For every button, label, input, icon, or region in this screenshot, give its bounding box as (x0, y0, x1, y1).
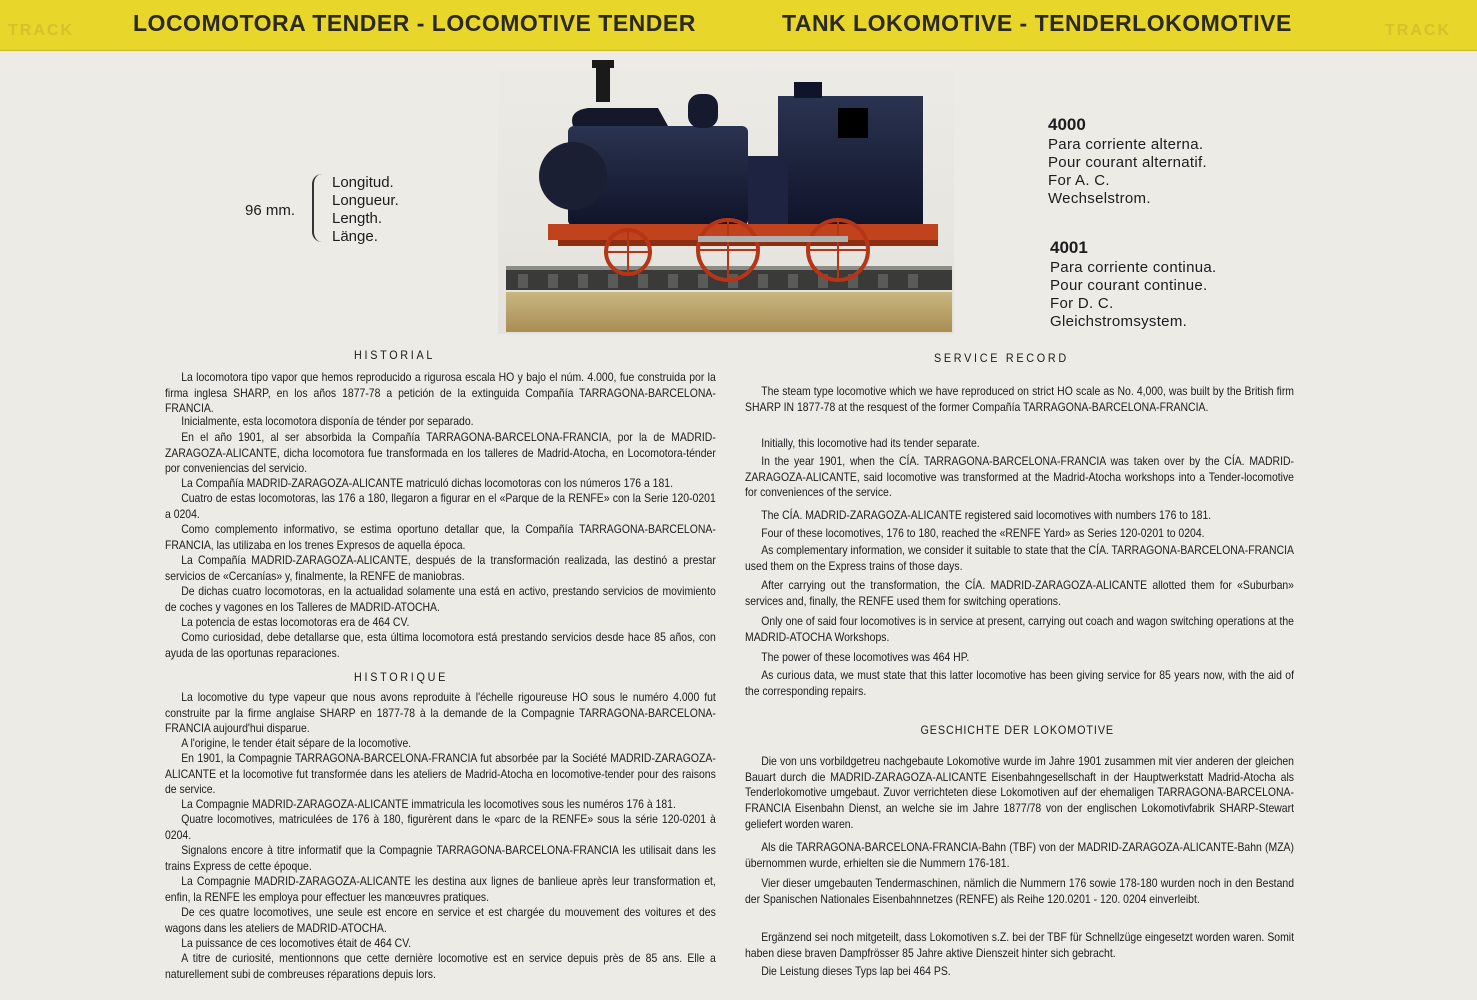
historial-paragraph: La Compañía MADRID-ZARAGOZA-ALICANTE matriculó dichas locomotoras con los números 176 a 181. (181, 477, 673, 490)
service-record-paragraph: The power of these locomotives was 464 HP. (761, 651, 970, 664)
model-line: Wechselstrom. (1048, 190, 1151, 207)
historique-paragraph: Quatre locomotives, matriculées de 176 à 180, figurèrent dans le «parc de la RENFE» sous la série 120-0201 à 0204. (165, 813, 716, 842)
historique-paragraph: La puissance de ces locomotives était de 464 CV. (181, 937, 412, 950)
historial-paragraph: La potencia de estas locomotoras era de 464 CV. (181, 616, 410, 629)
historial-paragraph: En el año 1901, al ser absorbida la Compañía TARRAGONA-BARCELONA-FRANCIA, por la de MADRID-ZARAGOZA-ALICANTE, dicha locomotora fue transformada en los talleres de Madrid-Atocha, en Locomotora-ténder por conveniencias del servicio. (165, 431, 716, 476)
model-line: For A. C. (1048, 172, 1110, 189)
historial-paragraph: Cuatro de estas locomotoras, las 176 a 180, llegaron a figurar en el «Parque de la RENFE» con la Serie 120-0201 a 0204. (165, 492, 716, 521)
service-record-paragraph: The steam type locomotive which we have reproduced on strict HO scale as No. 4,000, was built by the British firm SHARP IN 1877-78 at the resquest of the former Compañía TARRAGONA-BARCELONA-FRANCIA. (745, 385, 1294, 414)
model-line: Pour courant continue. (1050, 277, 1208, 294)
geschichte-paragraph: Die von uns vorbildgetreu nachgebaute Lokomotive wurde im Jahre 1901 zusammen mit vier anderen der gleichen Bauart durch die MADRID-ZARAGOZA-ALICANTE Eisenbahngesellschaft in der Hauptwerkstatt Madrid-Atocha als Tenderlokomotive umgebaut. Zuvor verrichteten diese Lokomotiven auf der ehemaligen TARRAGONA-BARCELONA-FRANCIA Eisenbahn Dienst, an welche sie im Jahre 1877/78 von der englischen Lokomotivfabrik SHARP-Stewart geliefert worden waren. (745, 755, 1294, 831)
banner-ghost-text-right: TRACK (1385, 22, 1451, 39)
title-banner (0, 0, 1477, 51)
historique-paragraph: A l'origine, le tender était sépare de la locomotive. (181, 737, 412, 750)
historial-paragraph: Inicialmente, esta locomotora disponía de ténder por separado. (181, 415, 474, 428)
model-number: 4001 (1050, 238, 1088, 257)
section-heading-historique: HISTORIQUE (354, 670, 449, 684)
brace-icon (312, 174, 322, 242)
historique-paragraph: La Compagnie MADRID-ZARAGOZA-ALICANTE les destina aux lignes de banlieue après leur transformation et, enfin, la RENFE les employa pour effectuer les manœuvres pratiques. (165, 875, 716, 904)
historial-paragraph: De dichas cuatro locomotoras, en la actualidad solamente una está en activo, prestando servicios de movimiento de coches y vagones en los Talleres de MADRID-ATOCHA. (165, 585, 716, 614)
banner-title-right: TANK LOKOMOTIVE - TENDERLOKOMOTIVE (782, 10, 1292, 36)
model-number: 4000 (1048, 115, 1086, 134)
length-label: Longueur. (332, 192, 399, 209)
historique-paragraph: De ces quatre locomotives, une seule est encore en service et est chargée du mouvement des voitures et des wagons dans les ateliers de MADRID-ATOCHA. (165, 906, 716, 935)
model-line: Para corriente continua. (1050, 259, 1217, 276)
section-heading-historial: HISTORIAL (354, 348, 436, 362)
geschichte-paragraph: Die Leistung dieses Typs lap bei 464 PS. (761, 965, 951, 978)
banner-ghost-text-left: TRACK (8, 22, 74, 39)
length-labels (332, 174, 399, 246)
historique-paragraph: Signalons encore à titre informatif que la Compagnie TARRAGONA-BARCELONA-FRANCIA les utilisait dans les trains Express de cette époque. (165, 844, 716, 873)
service-record-paragraph: Initially, this locomotive had its tender separate. (761, 437, 980, 450)
geschichte-paragraph: Ergänzend sei noch mitgeteilt, dass Lokomotiven s.Z. bei der TBF für Schnellzüge eingesetzt worden waren. Somit haben diese braven Dampfrösser 85 Jahre aktive Dienszeit hinter sich gebracht. (745, 931, 1294, 960)
section-heading-service-record: SERVICE RECORD (934, 351, 1069, 365)
model-line: For D. C. (1050, 295, 1114, 312)
service-record-paragraph: Only one of said four locomotives is in service at present, carrying out coach and wagon switching operations at the MADRID-ATOCHA Workshops. (745, 615, 1294, 644)
historial-paragraph: Como complemento informativo, se estima oportuno detallar que, la Compañía TARRAGONA-BARCELONA-FRANCIA, las utilizaba en los trenes Expresos de aquella época. (165, 523, 716, 552)
model-line: Pour courant alternatif. (1048, 154, 1207, 171)
service-record-paragraph: In the year 1901, when the CÍA. TARRAGONA-BARCELONA-FRANCIA was taken over by the CÍA. MADRID-ZARAGOZA-ALICANTE, said locomotive was transformed at the Madrid-Atocha workshops into a Tender-locomotive for conveniences of the service. (745, 455, 1294, 500)
model-line: Para corriente alterna. (1048, 136, 1204, 153)
service-record-paragraph: As curious data, we must state that this latter locomotive has been giving service for 85 years now, with the aid of the corresponding repairs. (745, 669, 1294, 698)
model-4001-spec (1050, 237, 1216, 331)
historial-paragraph: La locomotora tipo vapor que hemos reproducido a rigurosa escala HO y bajo el núm. 4.000, fue construida por la firma inglesa SHARP, en los años 1877-78 a petición de la extinguida Compañía TARRAGONA-BARCELONA-FRANCIA. (165, 371, 716, 416)
historial-paragraph: Como curiosidad, debe detallarse que, esta última locomotora está prestando servicios desde hace 85 años, con ayuda de las oportunas reparaciones. (165, 631, 716, 660)
historique-paragraph: En 1901, la Compagnie TARRAGONA-BARCELONA-FRANCIA fut absorbée par la Société MADRID-ZARAGOZA-ALICANTE et la locomotive fut transformée dans les ateliers de Madrid-Atocha en locomotive-tender pour des raisons de service. (165, 752, 716, 797)
banner-title-left: LOCOMOTORA TENDER - LOCOMOTIVE TENDER (133, 10, 696, 36)
service-record-paragraph: Four of these locomotives, 176 to 180, reached the «RENFE Yard» as Series 120-0201 to 0204. (761, 527, 1205, 540)
historique-paragraph: La Compagnie MADRID-ZARAGOZA-ALICANTE immatricula les locomotives sous les numéros 176 à 181. (181, 798, 676, 811)
service-record-paragraph: The CÍA. MADRID-ZARAGOZA-ALICANTE registered said locomotives with numbers 176 to 181. (761, 509, 1212, 522)
service-record-paragraph: As complementary information, we consider it suitable to state that the CÍA. TARRAGONA-BARCELONA-FRANCIA used them on the Express trains of those days. (745, 544, 1294, 573)
left-text-column (165, 348, 716, 988)
geschichte-paragraph: Als die TARRAGONA-BARCELONA-FRANCIA-Bahn (TBF) von der MADRID-ZARAGOZA-ALICANTE-Bahn (MZA) übernommen wurde, erhielten sie die Nummern 176-181. (745, 841, 1294, 870)
geschichte-paragraph: Vier dieser umgebauten Tendermaschinen, nämlich die Nummern 176 sowie 178-180 wurden noch in den Bestand der Spanischen Nationales Eisenbahnnetzes (RENFE) als Reihe 120.0201 - 120. 0204 einverleibt. (745, 877, 1294, 906)
model-4000-spec (1048, 114, 1207, 208)
historial-paragraph: La Compañía MADRID-ZARAGOZA-ALICANTE, después de la transformación realizada, las destinó a prestar servicios de «Cercanías» y, finalmente, la RENFE de maniobras. (165, 554, 716, 583)
service-record-paragraph: After carrying out the transformation, the CÍA. MADRID-ZARAGOZA-ALICANTE allotted them for «Suburban» services and, finally, the RENFE used them for switching operations. (745, 579, 1294, 608)
length-label: Longitud. (332, 174, 394, 191)
historique-paragraph: A titre de curiosité, mentionnons que cette dernière locomotive est en service depuis près de 85 ans. Elle a naturellement subi de combreuses réparations depuis lors. (165, 952, 716, 981)
model-line: Gleichstromsystem. (1050, 313, 1188, 330)
length-label: Length. (332, 210, 383, 227)
length-value: 96 mm. (245, 202, 296, 219)
locomotive-photo (498, 56, 954, 334)
right-text-column (745, 351, 1294, 991)
length-label: Länge. (332, 228, 378, 245)
historique-paragraph: La locomotive du type vapeur que nous avons reproduite à l'échelle rigoureuse HO sous le numéro 4.000 fut construite par la firme anglaise SHARP en 1877-78 à la demande de la Compagnie TARRAGONA-BARCELONA-FRANCIA aujourd'hui disparue. (165, 691, 716, 736)
section-heading-geschichte: GESCHICHTE DER LOKOMOTIVE (920, 723, 1115, 737)
